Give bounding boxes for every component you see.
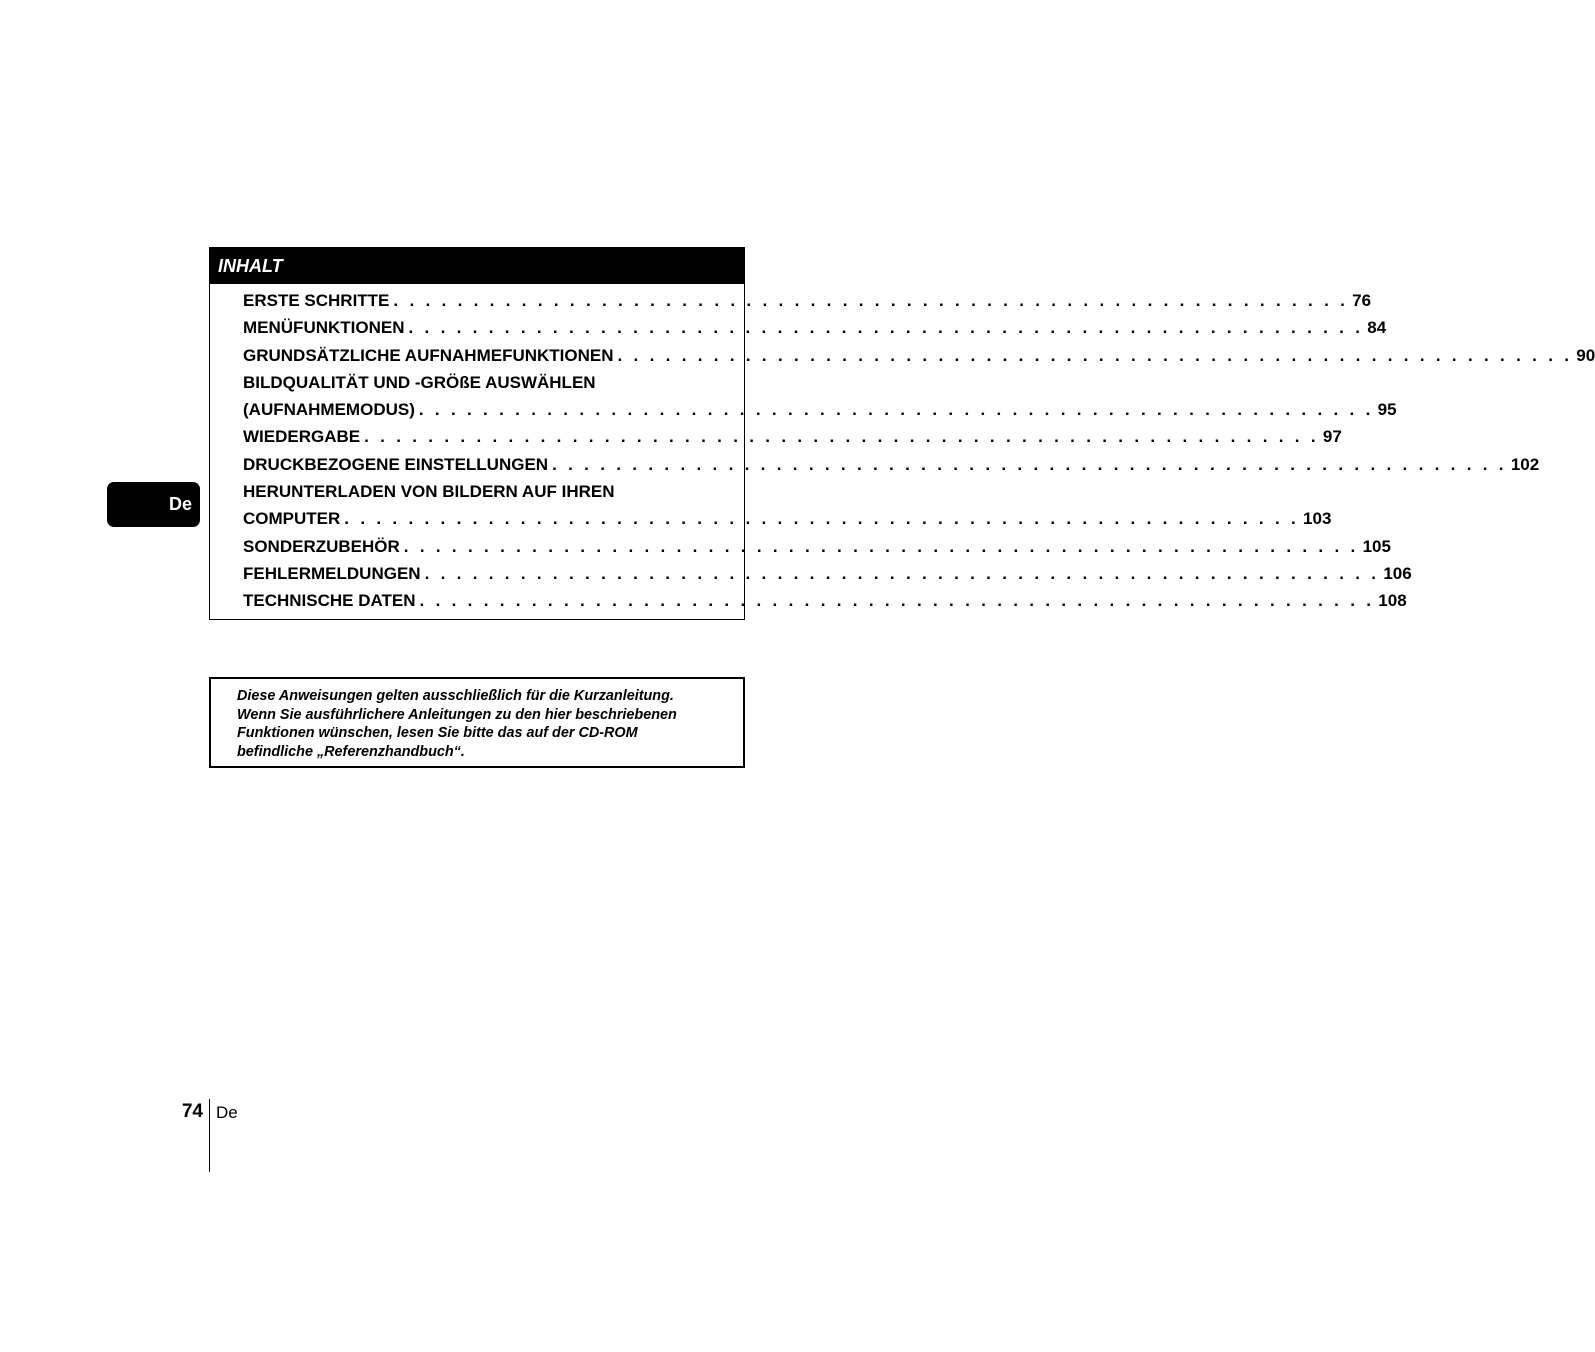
toc-entry[interactable] [243,314,1387,341]
table-of-contents [209,247,1595,620]
dot-leader: . . . . . . . . . . . . . . . . . . . . . . . . . . . . . . . . . . . . . . . . . . . . . . . . . . . . . . . . . . . . [403,536,1359,556]
note-box [209,677,745,768]
toc-entry-page: 90 [1576,345,1595,365]
toc-entry-title: GRUNDSÄTZLICHE AUFNAHMEFUNKTIONEN [243,345,614,365]
toc-entry-page: 76 [1352,291,1372,310]
toc-entry-page: 103 [1303,509,1332,529]
note-line: Diese Anweisungen gelten ausschließlich für die Kurzanleitung. [237,688,674,704]
dot-leader: . . . . . . . . . . . . . . . . . . . . . . . . . . . . . . . . . . . . . . . . . . . . . . . . . . . . . . . . . . . . [393,291,1349,310]
toc-entry[interactable] [243,342,1595,369]
footer-language: De [216,1103,238,1122]
toc-entry[interactable] [243,423,1342,450]
language-tab-label: De [168,494,192,514]
note-line: befindliche „Referenzhandbuch“. [237,743,465,760]
toc-entry-title: COMPUTER [243,509,341,529]
toc-entry-title: DRUCKBEZOGENE EINSTELLUNGEN [243,454,549,474]
toc-entry[interactable] [243,587,1407,614]
toc-entry-title: HERUNTERLADEN VON BILDERN AUF IHREN [243,482,615,502]
toc-list [243,287,1595,615]
toc-entry-page: 105 [1362,536,1391,556]
dot-leader: . . . . . . . . . . . . . . . . . . . . . . . . . . . . . . . . . . . . . . . . . . . . . . . . . . . . . . . . . . . . [419,591,1375,611]
dot-leader: . . . . . . . . . . . . . . . . . . . . . . . . . . . . . . . . . . . . . . . . . . . . . . . . . . . . . . . . . . . . [424,563,1380,583]
footer-divider [209,1099,210,1172]
toc-title: INHALT [218,255,283,276]
toc-entry-title: BILDQUALITÄT UND -GRÖßE AUSWÄHLEN [243,372,596,392]
dot-leader: . . . . . . . . . . . . . . . . . . . . . . . . . . . . . . . . . . . . . . . . . . . . . . . . . . . . . . . . . . . . [344,509,1300,529]
dot-leader: . . . . . . . . . . . . . . . . . . . . . . . . . . . . . . . . . . . . . . . . . . . . . . . . . . . . . . . . . . . . [552,454,1507,474]
toc-entry[interactable] [243,478,1332,533]
toc-entry-title: (AUFNAHMEMODUS) [243,400,415,420]
toc-header [210,248,744,284]
dot-leader: . . . . . . . . . . . . . . . . . . . . . . . . . . . . . . . . . . . . . . . . . . . . . . . . . . . . . . . . . . . . [364,427,1319,447]
toc-entry[interactable] [243,560,1412,587]
note-line: Funktionen wünschen, lesen Sie bitte das auf der CD-ROM [237,725,638,741]
dot-leader: . . . . . . . . . . . . . . . . . . . . . . . . . . . . . . . . . . . . . . . . . . . . . . . . . . . . . . . . . . . . [408,318,1364,338]
dot-leader: . . . . . . . . . . . . . . . . . . . . . . . . . . . . . . . . . . . . . . . . . . . . . . . . . . . . . . . . . . . . [617,345,1573,365]
toc-entry[interactable] [243,533,1391,560]
toc-entry-title: ERSTE SCHRITTE [243,291,390,310]
dot-leader: . . . . . . . . . . . . . . . . . . . . . . . . . . . . . . . . . . . . . . . . . . . . . . . . . . . . . . . . . . . . [418,400,1374,420]
page-number: 74 [181,1101,203,1122]
toc-entry[interactable] [243,451,1540,478]
toc-entry-page: 95 [1377,400,1397,420]
toc-entry-page: 97 [1322,427,1342,447]
toc-entry-page: 108 [1378,591,1407,611]
toc-entry-page: 106 [1383,563,1412,583]
language-tab [107,482,200,527]
toc-entry-title: SONDERZUBEHÖR [243,536,400,556]
toc-entry[interactable] [243,287,1372,314]
toc-entry-title: MENÜFUNKTIONEN [243,318,405,338]
toc-entry-page: 102 [1510,454,1540,474]
toc-entry-title: TECHNISCHE DATEN [243,591,416,611]
toc-entry-page: 84 [1367,318,1387,338]
note-line: Wenn Sie ausführlichere Anleitungen zu den hier beschriebenen [237,706,677,723]
toc-entry[interactable] [243,369,1397,424]
toc-entry-title: FEHLERMELDUNGEN [243,563,421,583]
toc-entry-title: WIEDERGABE [243,427,361,447]
